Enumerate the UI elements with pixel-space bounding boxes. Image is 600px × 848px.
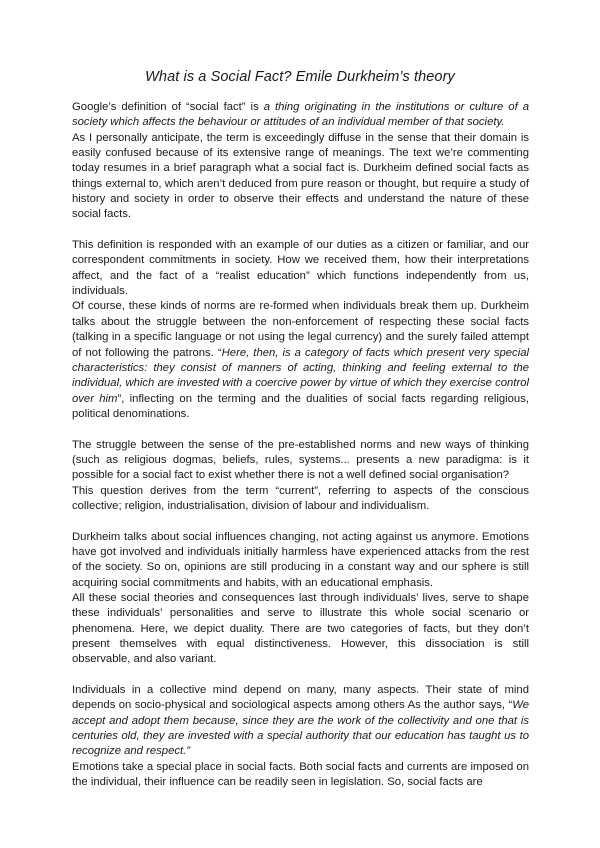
paragraph-text: As I personally anticipate, the term is exceedingly diffuse in the sense that their domain is easily confused because of its extensive range of meanings. The text we’re commenting today resumes in a brief paragraph what a social fact is. Durkheim defined social facts as things external to, which aren’t deduced from pure reason or thought, but require a study of history and society in order to observe their effects and understand the nature of these social facts. — [72, 131, 529, 221]
paragraph-text: This definition is responded with an example of our duties as a citizen or familiar, and our correspondent commitments in society. How we received them, how their interpretations affect, and the fact of a “realist education” which functions independently from us, individuals. — [72, 239, 529, 298]
paragraph-influences — [72, 530, 529, 591]
paragraph-text: Emotions take a special place in social facts. Both social facts and currents are imposed on the individual, their influence can be readily seen in legislation. So, social facts are — [72, 760, 529, 789]
paragraph-emotions — [72, 760, 529, 791]
paragraph-duties — [72, 238, 529, 299]
definition-quote: a thing originating in the institutions or culture of a society which affects the behaviour or attitudes of an individual member of that society. — [72, 101, 529, 129]
paragraph-theories — [72, 591, 529, 668]
paragraph-spacer — [72, 668, 529, 683]
paragraph-text: ”, inflecting on the terming and the dualities of social facts regarding religious, political denominations. — [72, 392, 529, 420]
paragraph-text: Of course, these kinds of norms are re-formed when individuals break them up. Durkheim talks about the struggle between the non-enforcement of respecting these social facts (talking in a specific language or not using the legal currency) and the surely failed attempt of not following the patrons. “ — [72, 300, 529, 359]
paragraph-spacer — [72, 422, 529, 437]
paragraph-spacer — [72, 514, 529, 529]
paragraph-text: Google’s definition of “social fact” is — [72, 101, 264, 113]
paragraph-current — [72, 484, 529, 515]
author-quote: We accept and adopt them because, since they are the work of the collectivity and one that is centuries old, they are invested with a special authority that our education has taught us to recognize and respect.” — [72, 699, 529, 758]
paragraph-struggle — [72, 438, 529, 484]
paragraph-text: This question derives from the term “current”, referring to aspects of the conscious collective; religion, industrialisation, division of labour and individualism. — [72, 484, 529, 512]
paragraph-text: Durkheim talks about social influences changing, not acting against us anymore. Emotions have got involved and individuals initially harmless have experienced attacks from the rest of the society. So on, opinions are still producing in a constant way and our sphere is still acquiring social commitments and habits, with an educational emphasis. — [72, 530, 529, 589]
document-body — [72, 100, 529, 790]
paragraph-text: All these social theories and consequences last through individuals’ lives, serve to shape these individuals’ personalities and serve to illustrate this whole social scenario or phenomena. Here, we depict duality. There are two categories of facts, but they don’t present themselves with equal distinctiveness. However, this dissociation is still observable, and also variant. — [72, 592, 529, 666]
document-title: What is a Social Fact? Emile Durkheim’s theory — [145, 69, 455, 85]
paragraph-norms — [72, 299, 529, 422]
paragraph-collective-mind — [72, 683, 529, 760]
paragraph-text: The struggle between the sense of the pre-established norms and new ways of thinking (such as religious dogmas, beliefs, rules, systems... presents a new paradigma: is it possible for a social fact to exist whether there is not a well defined social organisation? — [72, 438, 529, 482]
paragraph-anticipate — [72, 131, 529, 223]
paragraph-google-definition — [72, 100, 529, 131]
paragraph-text: Individuals in a collective mind depend on many, many aspects. Their state of mind depends on socio-physical and sociological aspects among others As the author says, “ — [72, 684, 529, 712]
paragraph-spacer — [72, 223, 529, 238]
durkheim-quote: Here, then, is a category of facts which present very special characteristics: they consist of manners of acting, thinking and feeling external to the individual, which are invested with a coercive power by virtue of which they exercise control over him — [72, 346, 529, 405]
